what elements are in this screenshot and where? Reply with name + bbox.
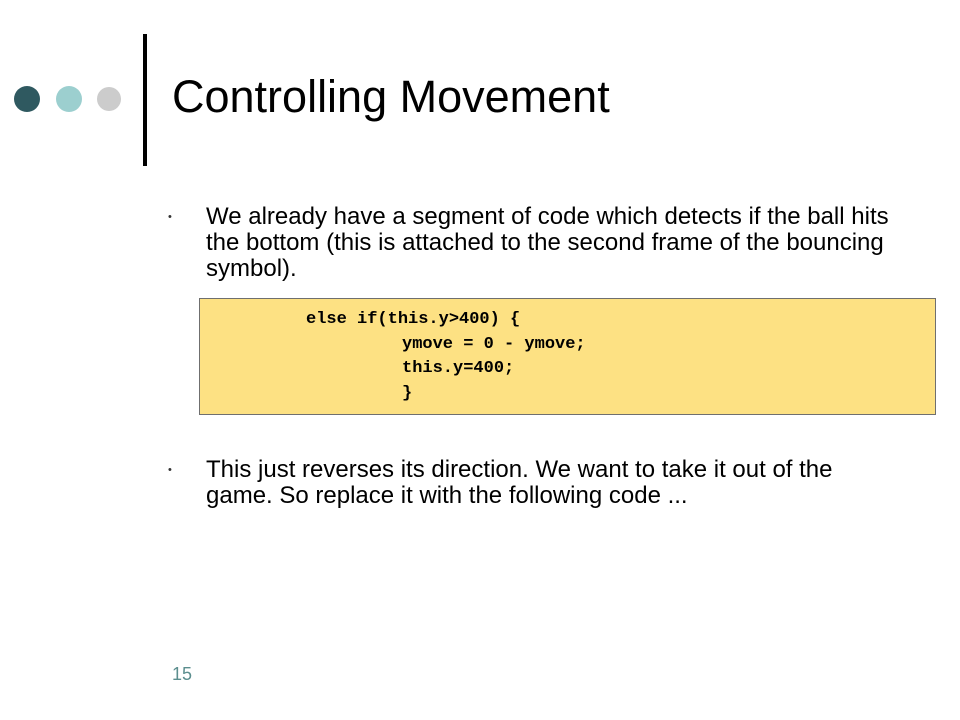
title-divider-line (143, 34, 147, 166)
bullet-marker: • (168, 464, 172, 476)
decorative-dot-dark (14, 86, 40, 112)
page-number: 15 (172, 664, 193, 684)
bullet-marker: • (168, 211, 172, 223)
slide-title: Controlling Movement (172, 71, 610, 122)
code-line-2: ymove = 0 - ymove; (402, 335, 586, 354)
decorative-dot-gray (97, 87, 121, 111)
code-block (199, 298, 936, 415)
code-line-3: this.y=400; (402, 359, 515, 378)
code-line-4: } (402, 384, 413, 403)
code-line-1: else if(this.y>400) { (306, 310, 521, 329)
decorative-dot-teal (56, 86, 82, 112)
bullet-text-2: This just reverses its direction. We want to take it out of the game. So replace it with the following code ... (206, 456, 833, 509)
bullet-text-1: We already have a segment of code which detects if the ball hits the bottom (this is attached to the second frame of the bouncing symbol). (206, 203, 889, 282)
